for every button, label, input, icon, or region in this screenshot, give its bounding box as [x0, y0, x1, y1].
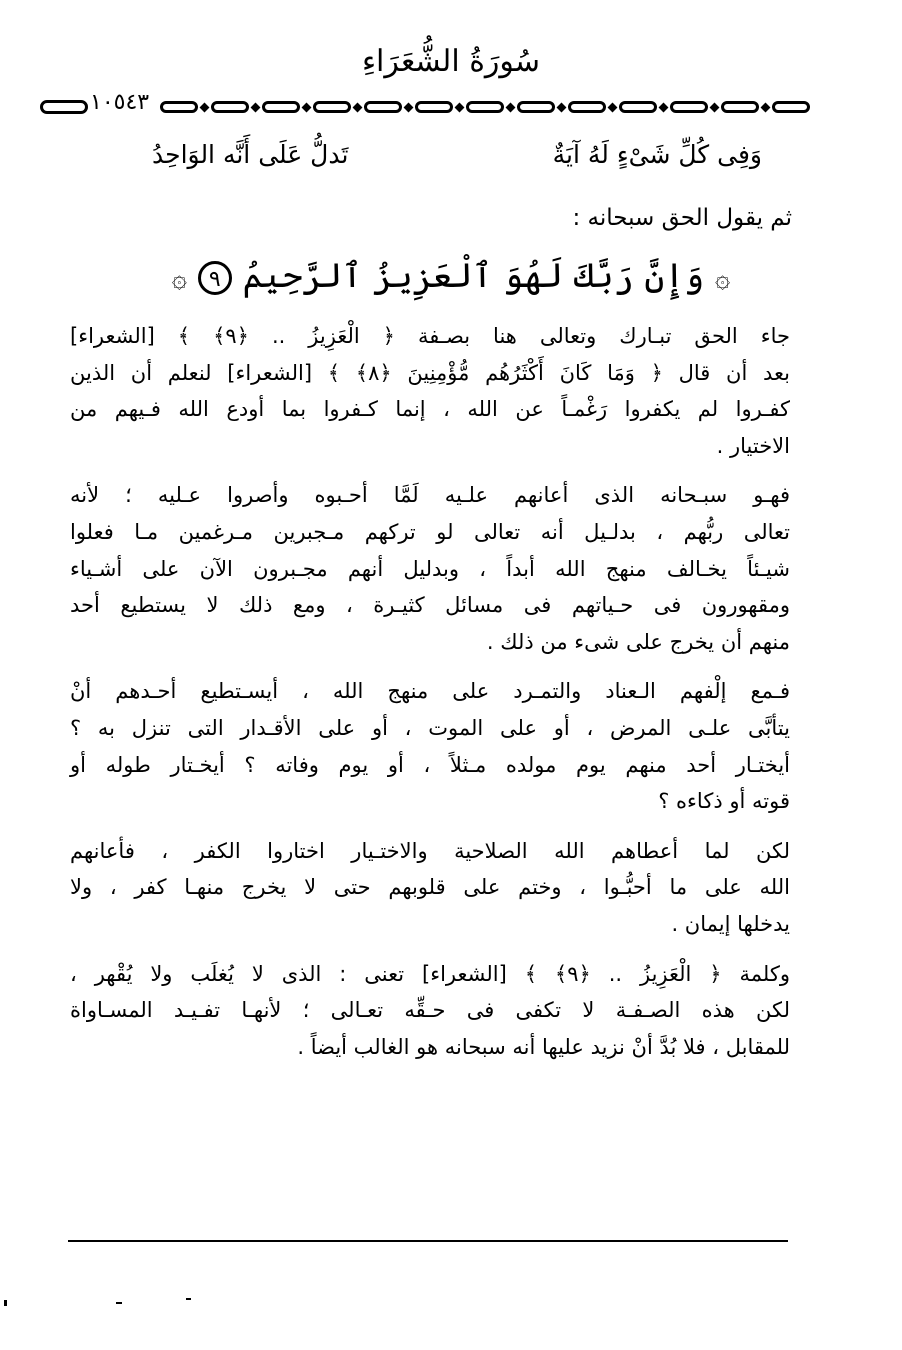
- poem-hemistich-right: وَفِى كُلِّ شَىْءٍ لَهُ آيَةٌ: [552, 140, 762, 169]
- chain-link: [721, 101, 759, 113]
- chain-diamond: [200, 102, 210, 112]
- ayah-text: وَإِنَّ رَبَّكَ لَهُوَ ٱلْعَزِيزُ ٱلرَّحِيمُ: [242, 256, 705, 296]
- chain-diamond: [608, 102, 618, 112]
- ayah-close-ornament-icon: ۞: [171, 264, 187, 294]
- chain-diamond: [455, 102, 465, 112]
- paragraph-line: تعالى ربُّهم ، بدلـيل أنه تعالى لو تركهم مـجبرين مـرغمين مـا فعلوا: [70, 519, 790, 544]
- commentary-paragraph: [70, 477, 790, 660]
- paragraph-line: بعد أن قال ﴿ وَمَا كَانَ أَكْثَرُهُم مُّؤْمِنِينَ ﴿٨﴾ ﴾ [الشعراء] لنعلم أن الذين: [70, 360, 790, 385]
- chain-link: [568, 101, 606, 113]
- page-number: ١٠٥٤٣: [90, 90, 150, 115]
- paragraph-line: قوته أو ذكاءه ؟: [658, 789, 790, 814]
- chain-diamond: [251, 102, 261, 112]
- chain-diamond: [710, 102, 720, 112]
- commentary-paragraph: [70, 318, 790, 464]
- chain-link: [670, 101, 708, 113]
- scan-speck: [186, 1298, 191, 1300]
- commentary-paragraph: [70, 673, 790, 819]
- header-ornament-band: [40, 90, 810, 118]
- paragraph-line: لكن لما أعطاهم الله الصلاحية والاختـيار اختاروا الكفر ، فأعانهم: [70, 838, 790, 863]
- ayah-open-ornament-icon: ۞: [715, 264, 731, 294]
- chain-link: [160, 101, 198, 113]
- paragraph-line: فهـو سبـحانه الذى أعانهم علـيه لَمَّا أحـبوه وأصروا عـليه ؛ لأنه: [70, 483, 790, 508]
- chain-link: [364, 101, 402, 113]
- scan-speck: [4, 1300, 7, 1306]
- surah-title: سُورَةُ الشُّعَرَاءِ: [361, 44, 541, 79]
- chain-link: [466, 101, 504, 113]
- chain-diamond: [404, 102, 414, 112]
- poem-verse: [152, 140, 762, 184]
- paragraph-line: جاء الحق تبـارك وتعالى هنا بصـفة ﴿ الْعَزِيزُ .. ﴿٩﴾ ﴾ [الشعراء]: [70, 324, 790, 348]
- chain-end-oval: [40, 100, 88, 114]
- paragraph-line: الله على ما أحبُّـوا ، وختم على قلوبهم حتى لا يخرج منهـا كفر ، ولا: [70, 875, 790, 900]
- chain-link: [619, 101, 657, 113]
- chain-diamond: [302, 102, 312, 112]
- paragraph-line: يدخلها إيمان .: [671, 911, 790, 936]
- poem-hemistich-left: تَدلُّ عَلَى أَنَّه الوَاحِدُ: [152, 140, 349, 169]
- paragraph-line: وكلمة ﴿ الْعَزِيزُ .. ﴿٩﴾ ﴾ [الشعراء] تعنى : الذى لا يُغلَب ولا يُقْهر ،: [70, 961, 790, 986]
- paragraph-line: منهم أن يخرج على شىء من ذلك .: [486, 629, 790, 654]
- quran-ayah: [0, 246, 902, 310]
- chain-link: [211, 101, 249, 113]
- ayah-introduction: ثم يقول الحق سبحانه :: [572, 205, 792, 231]
- paragraph-line: فـمع إلْفهم الـعناد والتمـرد على منهج الله ، أيسـتطيع أحـدهم أنْ: [70, 679, 790, 704]
- commentary-paragraph: [70, 833, 790, 943]
- chain-ornament: [182, 98, 810, 116]
- chain-diamond: [761, 102, 771, 112]
- ayah-number-badge: ٩: [198, 261, 232, 295]
- commentary-body: [70, 318, 790, 1078]
- chain-link: [517, 101, 555, 113]
- chain-link: [415, 101, 453, 113]
- paragraph-line: كفـروا لم يكفروا رَغْمـاً عن الله ، إنما كـفروا بما أودع الله فـيهم من: [70, 397, 790, 422]
- chain-link: [262, 101, 300, 113]
- chain-link: [772, 101, 810, 113]
- paragraph-line: للمقابل ، فلا بُدَّ أنْ نزيد عليها أنه سبحانه هو الغالب أيضاً .: [297, 1034, 790, 1059]
- paragraph-line: ومقهورون فى حـياتهم فى مسائل كثيـرة ، ومع ذلك لا يستطيع أحد: [70, 593, 790, 618]
- paragraph-line: شيـئاً يخـالف منهج الله أبداً ، وبدليل أنهم مجـبرون الآن على أشـياء: [70, 556, 790, 581]
- commentary-paragraph: [70, 956, 790, 1066]
- chain-diamond: [557, 102, 567, 112]
- chain-diamond: [353, 102, 363, 112]
- footer-rule: [68, 1240, 788, 1242]
- paragraph-line: الاختيار .: [716, 433, 790, 458]
- paragraph-line: يتأبَّى علـى المرض ، أو على الموت ، أو على الأقـدار التى تنزل به ؟: [70, 715, 790, 740]
- chain-diamond: [506, 102, 516, 112]
- paragraph-line: أيختـار أحد منهم يوم مولده مـثلاً ، أو يوم وفاته ؟ أيخـتار طوله أو: [70, 752, 790, 777]
- scan-speck: [116, 1302, 122, 1304]
- chain-link: [313, 101, 351, 113]
- paragraph-line: لكن هذه الصـفـة لا تكفى فى حـقِّه تعـالى ؛ لأنهـا تفـيـد المسـاواة: [70, 998, 790, 1023]
- chain-diamond: [659, 102, 669, 112]
